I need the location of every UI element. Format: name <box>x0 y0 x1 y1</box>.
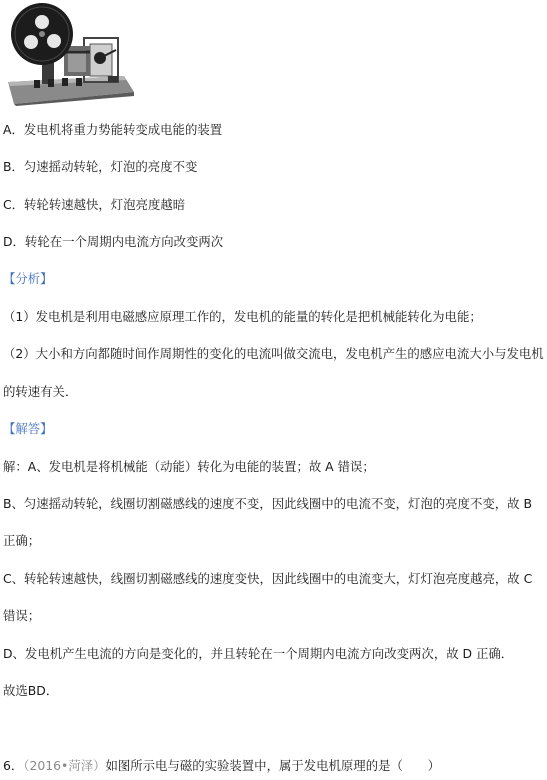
answer-line-b-continued: 正确； <box>3 533 41 548</box>
answer-line-d: D、发电机产生电流的方向是变化的，并且转轮在一个周期内电流方向改变两次，故 D 正确． <box>3 646 514 661</box>
answer-line-c-continued: 错误； <box>3 608 41 623</box>
analysis-heading: 【分析】 <box>3 271 53 286</box>
answer-line-a: 解：A、发电机是将机械能（动能）转化为电能的装置；故 A 错误； <box>3 459 375 474</box>
generator-apparatus-photo <box>4 0 138 106</box>
question-number: 6． <box>3 758 24 773</box>
next-question <box>3 756 440 776</box>
analysis-paragraph-2-continued: 的转速有关． <box>3 384 78 399</box>
question-source: （2016•菏泽） <box>23 758 106 773</box>
option-c: C．转轮转速越快，灯泡亮度越暗 <box>3 197 186 212</box>
answer-line-c: C、转轮转速越快，线圈切割磁感线的速度变快，因此线圈中的电流变大，灯灯泡亮度越亮，故 C <box>3 571 533 586</box>
answer-line-b: B、匀速摇动转轮，线圈切割磁感线的速度不变，因此线圈中的电流不变，灯泡的亮度不变，故 B <box>3 496 532 511</box>
option-a: A．发电机将重力势能转变成电能的装置 <box>3 122 223 137</box>
analysis-paragraph-1: （1）发电机是利用电磁感应原理工作的，发电机的能量的转化是把机械能转化为电能； <box>3 309 482 324</box>
option-d: D．转轮在一个周期内电流方向改变两次 <box>3 234 224 249</box>
answer-heading: 【解答】 <box>3 421 53 436</box>
option-b: B．匀速摇动转轮，灯泡的亮度不变 <box>3 159 198 174</box>
answer-conclusion: 故选BD． <box>3 683 59 698</box>
analysis-paragraph-2: （2）大小和方向都随时间作周期性的变化的电流叫做交流电，发电机产生的感应电流大小与发电机 <box>3 346 544 361</box>
question-text: 如图所示电与磁的实验装置中，属于发电机原理的是（ ） <box>105 758 441 773</box>
